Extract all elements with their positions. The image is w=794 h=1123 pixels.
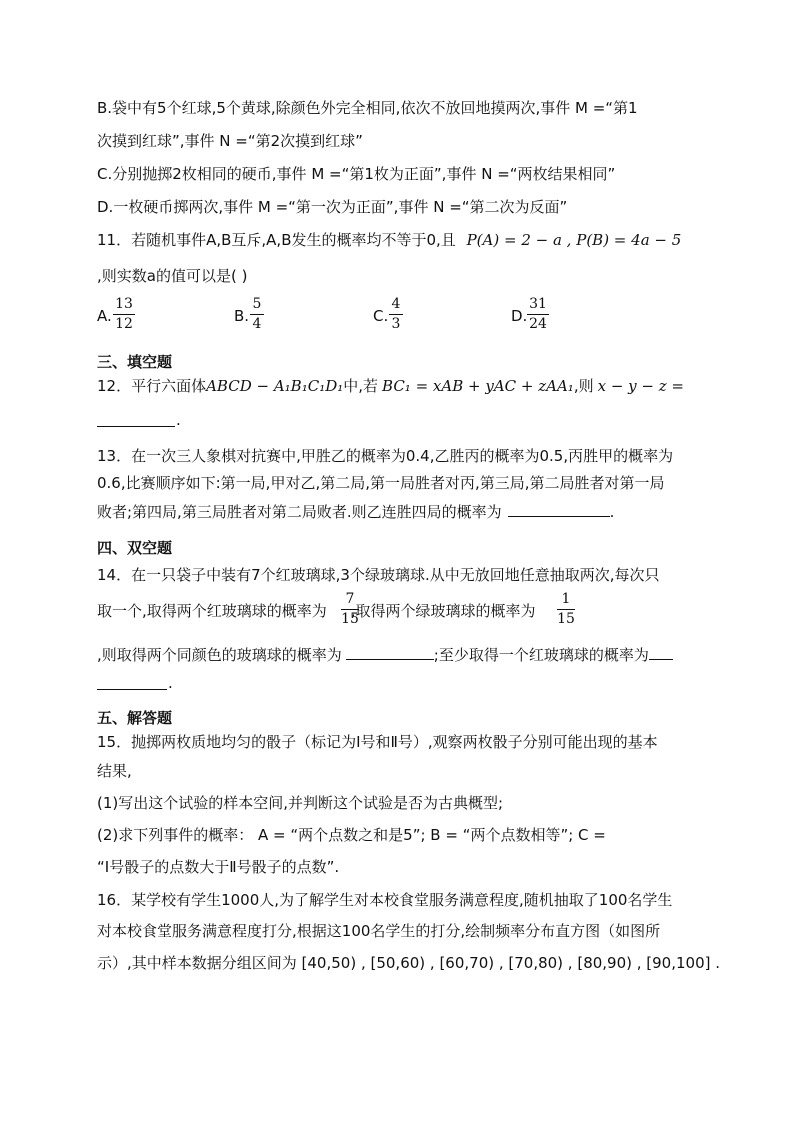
q14-line3: [97, 645, 673, 665]
q13-line3: 败者;第四局,第三局胜者对第二局败者.则乙连胜四局的概率为 .: [97, 503, 615, 521]
denominator: 15: [341, 611, 359, 627]
q12-stem: 12．平行六面体: [97, 377, 207, 395]
q15-line1: 15．抛掷两枚质地均匀的骰子（标记为Ⅰ号和Ⅱ号）,观察两枚骰子分别可能出现的基本: [97, 733, 658, 751]
section-heading-double-blank: 四、双空题: [97, 539, 173, 557]
q16-line1: 16．某学校有学生1000人,为了解学生对本校食堂服务满意程度,随机抽取了100名学生: [97, 891, 673, 909]
q14-answer-blank-2-start[interactable]: [649, 645, 673, 660]
q15-line2: 结果,: [97, 762, 132, 780]
section-heading-solve: 五、解答题: [97, 709, 173, 727]
q11-line1: [97, 230, 681, 250]
q12-solid: ABCD − A₁B₁C₁D₁: [206, 377, 344, 395]
q13-answer-blank[interactable]: [508, 502, 610, 517]
option-label: A.: [97, 307, 112, 325]
q16-line2: 对本校食堂服务满意程度打分,根据这100名学生的打分,绘制频率分布直方图（如图所: [97, 922, 661, 940]
q13-stem: 败者;第四局,第三局胜者对第二局败者.则乙连胜四局的概率为: [97, 503, 502, 521]
option-label: C.: [373, 307, 389, 325]
q14-text-b: ,取得两个绿玻璃球的概率为: [350, 602, 536, 620]
numerator: 7: [345, 591, 355, 607]
q13-line1: 13．在一次三人象棋对抗赛中,甲胜乙的概率为0.4,乙胜丙的概率为0.5,丙胜甲的概率为: [97, 447, 674, 465]
q12-mid: 中,若: [343, 377, 379, 395]
q11-formula: P(A) = 2 − a , P(B) = 4a − 5: [466, 231, 682, 249]
q16-line3: 示）,其中样本数据分组区间为 [40,50) , [50,60) , [60,70) , [70,80) , [80,90) , [90,100] .: [97, 954, 721, 972]
q14-text-c: ,则取得两个同颜色的玻璃球的概率为: [97, 646, 342, 664]
q15-line5: “Ⅰ号骰子的点数大于Ⅱ号骰子的点数”.: [97, 858, 340, 876]
q10-option-b-line2: 次摸到红球”,事件 N =“第2次摸到红球”: [97, 132, 363, 150]
q11-option-d-fraction: [527, 296, 549, 333]
q12-expression: x − y − z =: [597, 377, 684, 395]
numerator: 4: [391, 296, 401, 312]
section-heading-fill-in: 三、填空题: [97, 353, 173, 371]
numerator: 13: [115, 296, 133, 312]
q10-option-b-line1: B.袋中有5个红球,5个黄球,除颜色外完全相同,依次不放回地摸两次,事件 M =“第1: [97, 99, 638, 117]
q11-line2: ,则实数a的值可以是( ): [97, 267, 248, 285]
denominator: 3: [391, 316, 401, 332]
q14-text-a: 取一个,取得两个红玻璃球的概率为: [97, 602, 327, 620]
q11-option-c: [373, 306, 388, 326]
option-label: B.: [234, 307, 250, 325]
numerator: 31: [529, 296, 547, 312]
q12-line: [97, 376, 684, 396]
denominator: 24: [529, 316, 547, 332]
q11-stem: 11．若随机事件A,B互斥,A,B发生的概率均不等于0,且: [97, 231, 456, 249]
q15-line3: (1)写出这个试验的样本空间,并判断这个试验是否为古典概型;: [97, 794, 504, 812]
q11-option-a: [97, 306, 112, 326]
q14-text-d: ;至少取得一个红玻璃球的概率为: [433, 646, 649, 664]
q11-option-a-fraction: [113, 296, 135, 333]
q14-fraction-red: [341, 591, 359, 628]
denominator: 15: [557, 611, 575, 627]
q14-line2: [97, 601, 536, 621]
denominator: 4: [252, 316, 262, 332]
q12-end: ,则: [573, 377, 594, 395]
q10-option-c: C.分别抛掷2枚相同的硬币,事件 M =“第1枚为正面”,事件 N =“两枚结果相同”: [97, 165, 616, 183]
q13-line2: 0.6,比赛顺序如下:第一局,甲对乙,第二局,第一局胜者对丙,第三局,第二局胜者对第一局: [97, 474, 665, 492]
q14-answer-blank-1[interactable]: [346, 645, 434, 660]
numerator: 5: [252, 296, 262, 312]
q15-line4: (2)求下列事件的概率： A = “两个点数之和是5”; B = “两个点数相等”; C =: [97, 826, 606, 844]
q10-option-d: D.一枚硬币掷两次,事件 M =“第一次为正面”,事件 N =“第二次为反面”: [97, 198, 568, 216]
q11-option-d: [511, 306, 527, 326]
q14-fraction-green: [557, 591, 575, 628]
option-label: D.: [511, 307, 528, 325]
q12-vector-equation: BC₁ = xAB + yAC + zAA₁: [382, 377, 574, 395]
denominator: 12: [115, 316, 133, 332]
q11-option-b: [234, 306, 249, 326]
q12-answer-blank[interactable]: [97, 412, 175, 427]
q14-answer-blank-2-end[interactable]: [97, 675, 167, 690]
q11-option-b-fraction: [250, 296, 264, 333]
numerator: 1: [561, 591, 571, 607]
q14-line1: 14．在一只袋子中装有7个红玻璃球,3个绿玻璃球.从中无放回地任意抽取两次,每次只: [97, 566, 660, 584]
q11-option-c-fraction: [389, 296, 403, 333]
